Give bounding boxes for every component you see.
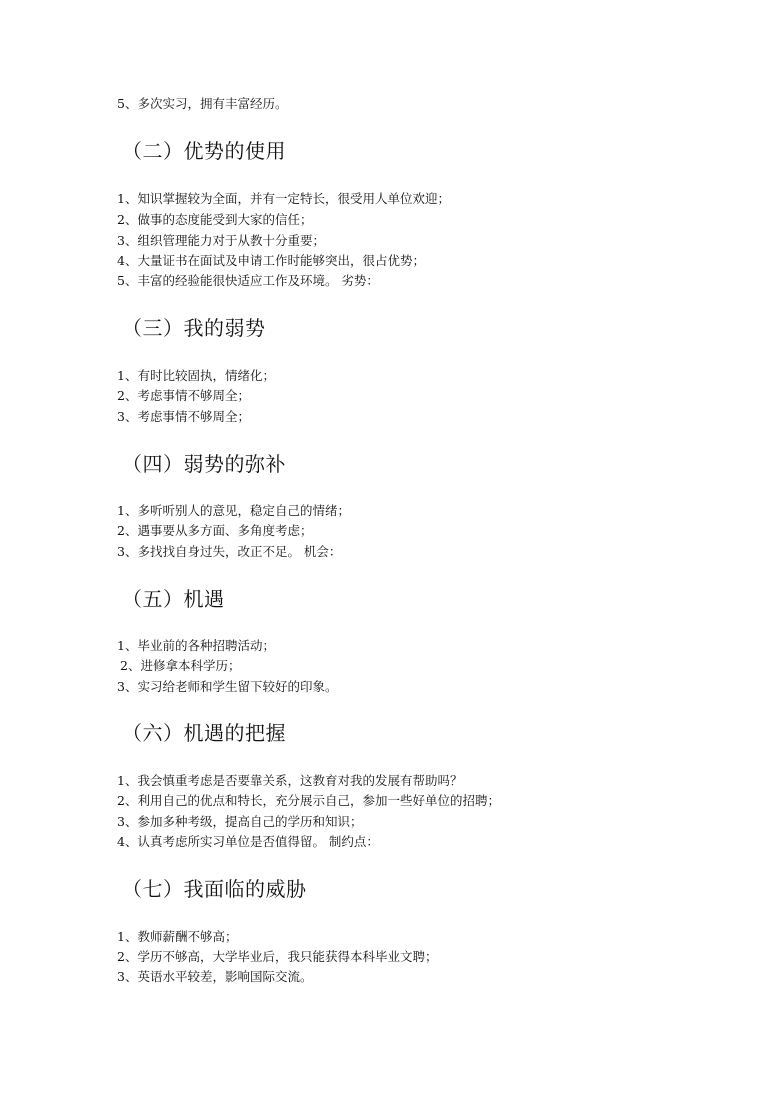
list-item: 1、多听听别人的意见，稳定自己的情绪；: [117, 503, 350, 518]
list-item: 1、知识掌握较为全面，并有一定特长，很受用人单位欢迎；: [117, 191, 450, 206]
section-heading-opportunity: （五）机遇: [122, 587, 225, 611]
list-item: 3、组织管理能力对于从教十分重要；: [117, 233, 325, 248]
list-item: 5、丰富的经验能很快适应工作及环境。 劣势：: [117, 273, 379, 288]
list-item: 1、教师薪酬不够高；: [117, 929, 238, 944]
list-item: 2、学历不够高，大学毕业后，我只能获得本科毕业文聘；: [117, 949, 438, 964]
list-item: 4、大量证书在面试及申请工作时能够突出，很占优势；: [117, 253, 425, 268]
list-item: 3、参加多种考级，提高自己的学历和知识；: [117, 814, 363, 829]
section-heading-weakness-remedy: （四）弱势的弥补: [122, 452, 286, 476]
list-item: 2、做事的态度能受到大家的信任；: [117, 212, 313, 227]
section-heading-opportunity-grasp: （六）机遇的把握: [122, 721, 286, 745]
section-heading-weakness: （三）我的弱势: [122, 316, 266, 340]
section-heading-advantage-use: （二）优势的使用: [122, 139, 286, 163]
list-item: 2、进修拿本科学历；: [120, 658, 241, 673]
intro-line: 5、多次实习，拥有丰富经历。: [117, 96, 288, 111]
list-item: 3、英语水平较差，影响国际交流。: [117, 969, 313, 984]
list-item: 3、考虑事情不够周全；: [117, 409, 250, 424]
list-item: 3、多找找自身过失，改正不足。 机会：: [117, 544, 342, 559]
list-item: 1、我会慎重考虑是否要靠关系，这教育对我的发展有帮助吗？: [117, 773, 463, 788]
list-item: 2、考虑事情不够周全；: [117, 388, 250, 403]
list-item: 2、利用自己的优点和特长，充分展示自己，参加一些好单位的招聘；: [117, 793, 500, 808]
list-item: 2、遇事要从多方面、多角度考虑；: [117, 523, 313, 538]
list-item: 3、实习给老师和学生留下较好的印象。: [117, 679, 338, 694]
list-item: 4、认真考虑所实习单位是否值得留。 制约点：: [117, 834, 379, 849]
list-item: 1、毕业前的各种招聘活动；: [117, 638, 275, 653]
section-heading-threats: （七）我面临的威胁: [122, 877, 307, 901]
list-item: 1、有时比较固执，情绪化；: [117, 368, 275, 383]
